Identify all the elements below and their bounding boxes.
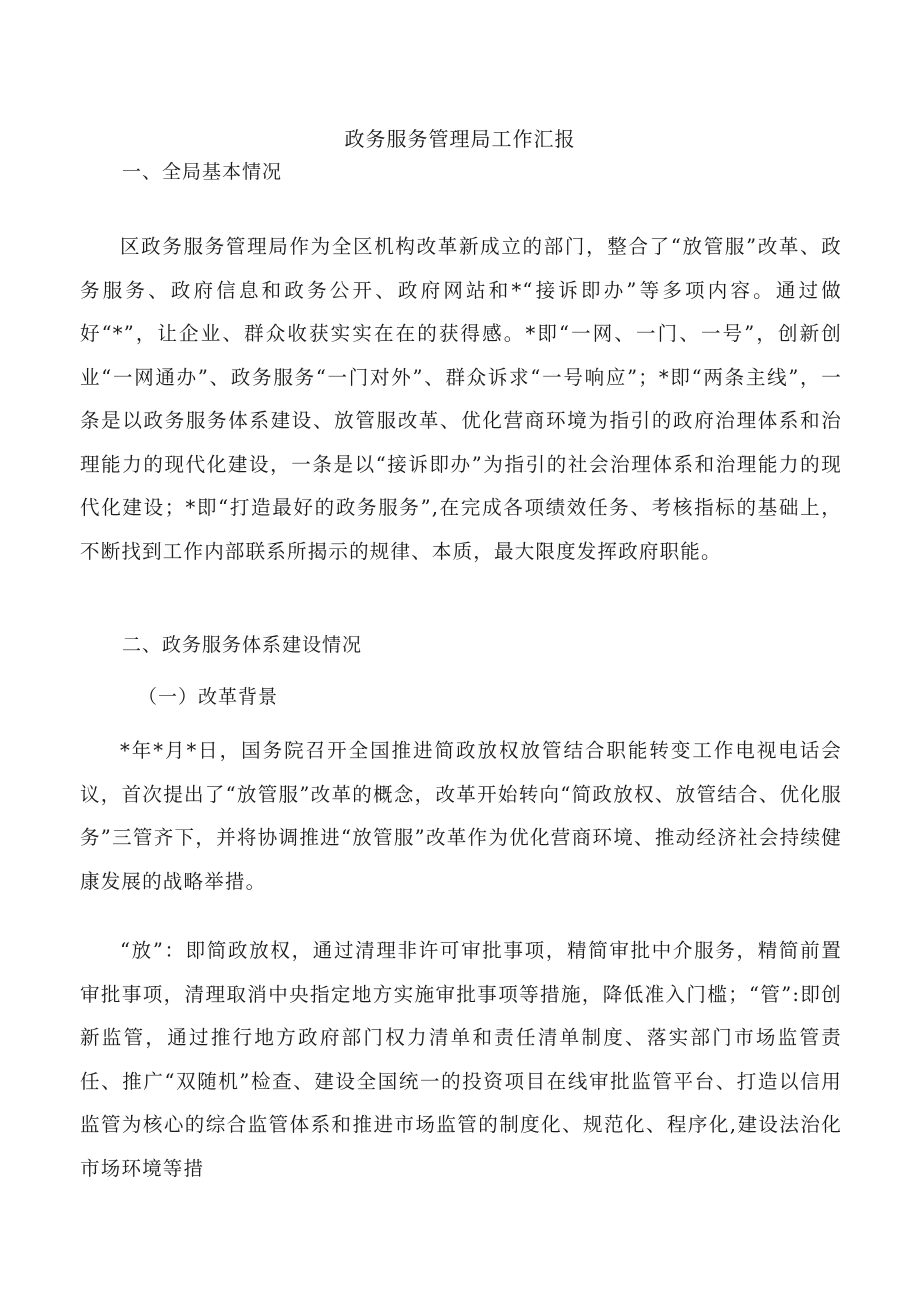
document-title: 政务服务管理局工作汇报 [344, 127, 576, 151]
subsection-heading-1: （一）改革背景 [138, 686, 279, 708]
section-1-paragraph: 区政务服务管理局作为全区机构改革新成立的部门，整合了“放管服”改革、政务服务、政府信息和政务公开、政府网站和*“接诉即办”等多项内容。通过做好“*”，让企业、群众收获实实在在的获得感。*即“一网、一门、一号”，创新创业“一网通办”、政务服务“一门对外”、群众诉求“一号响应”；*即“两条主线”，一条是以政务服务体系建设、放管服改革、优化营商环境为指引的政府治理体系和治理能力的现代化建设，一条是以“接诉即办”为指引的社会治理体系和治理能力的现代化建设；*即“打造最好的政务服务”,在完成各项绩效任务、考核指标的基础上，不断找到工作内部联系所揭示的规律、本质，最大限度发挥政府职能。 [80, 235, 842, 563]
subsection-1-paragraph-2: “放”：即简政放权，通过清理非许可审批事项，精简审批中介服务，精简前置审批事项，清理取消中央指定地方实施审批事项等措施，降低准入门槛；“管”:即创新监管，通过推行地方政府部门权力清单和责任清单制度、落实部门市场监管责任、推广“双随机”检查、建设全国统一的投资项目在线审批监管平台、打造以信用监管为核心的综合监管体系和推进市场监管的制度化、规范化、程序化,建设法治化市场环境等措 [80, 939, 842, 1180]
section-heading-1: 一、全局基本情况 [122, 161, 283, 183]
subsection-1-paragraph-1: *年*月*日，国务院召开全国推进简政放权放管结合职能转变工作电视电话会议，首次提出了“放管服”改革的概念，改革开始转向“简政放权、放管结合、优化服务”三管齐下，并将协调推进“放管服”改革作为优化营商环境、推动经济社会持续健康发展的战略举措。 [80, 739, 842, 893]
section-heading-2: 二、政务服务体系建设情况 [122, 634, 363, 656]
